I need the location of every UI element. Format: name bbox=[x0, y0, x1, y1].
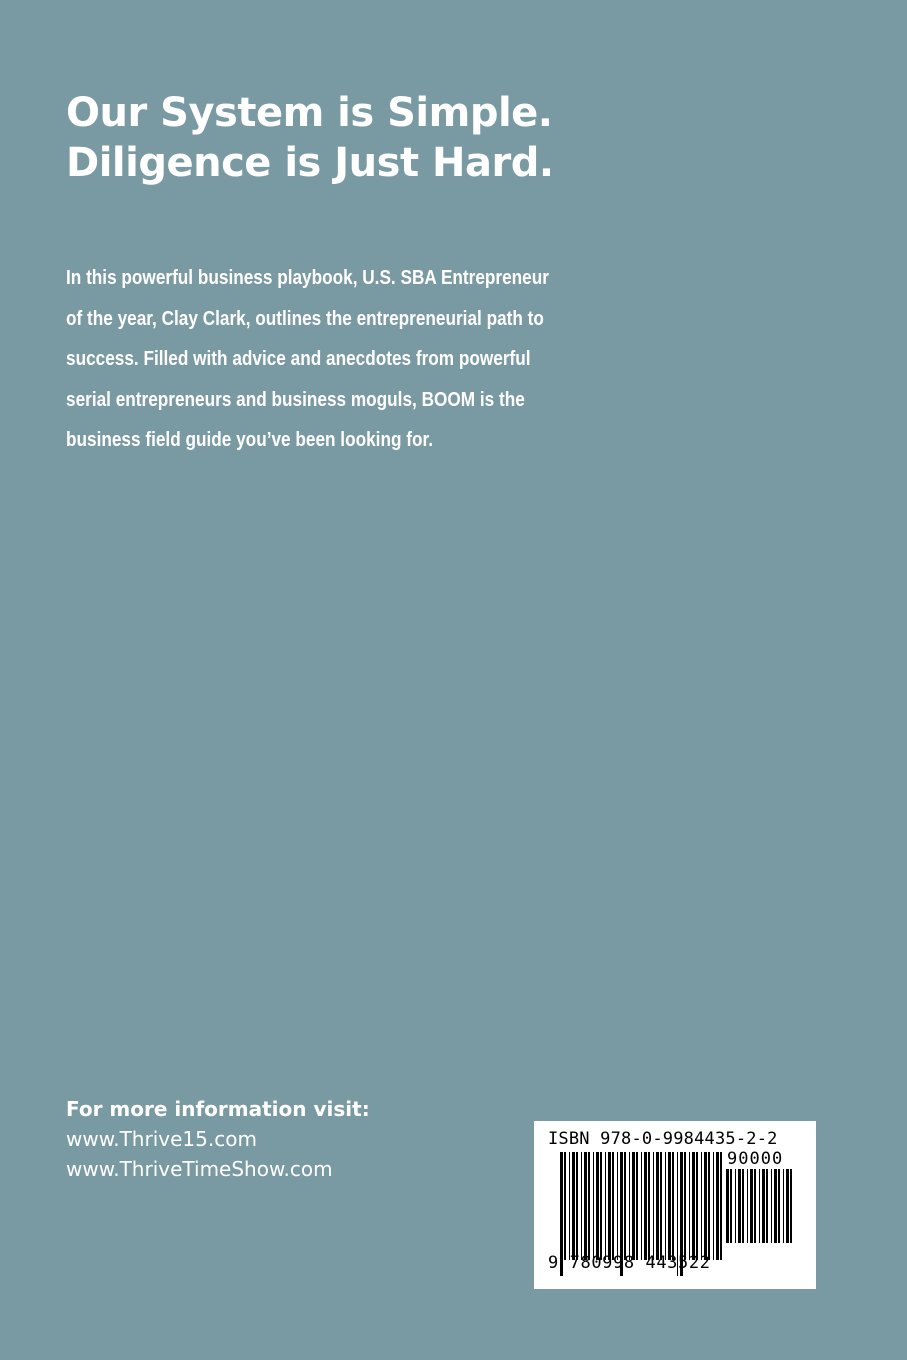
description-line: success. Filled with advice and anecdotes from powerful bbox=[66, 348, 531, 370]
barcode-bar bbox=[708, 1152, 710, 1260]
barcode-bar bbox=[704, 1152, 707, 1260]
barcode-bar bbox=[593, 1152, 594, 1260]
barcode-bar bbox=[716, 1152, 719, 1260]
barcode-bar bbox=[569, 1152, 570, 1260]
more-info-block bbox=[66, 1094, 370, 1184]
barcode-bar bbox=[786, 1169, 789, 1243]
barcode-bar bbox=[774, 1169, 777, 1243]
barcode-bar bbox=[648, 1152, 650, 1260]
more-info-label: For more information visit: bbox=[66, 1097, 370, 1121]
barcode-bar bbox=[644, 1152, 647, 1260]
barcode-bar bbox=[612, 1152, 614, 1260]
barcode-bar bbox=[778, 1169, 780, 1243]
barcode-bar bbox=[581, 1152, 582, 1260]
headline-line-2: Diligence is Just Hard. bbox=[66, 140, 554, 186]
isbn-barcode bbox=[534, 1121, 816, 1289]
description-line: business field guide you’ve been looking for. bbox=[66, 429, 434, 451]
barcode-bar bbox=[668, 1152, 671, 1260]
barcode-bar bbox=[605, 1152, 606, 1260]
addon-barcode-bars bbox=[726, 1169, 796, 1259]
barcode-bar bbox=[701, 1152, 702, 1260]
ean-digits: 9 780998 443522 bbox=[548, 1253, 711, 1273]
barcode-bar bbox=[735, 1169, 736, 1243]
barcode-bar bbox=[641, 1152, 642, 1260]
barcode-bar bbox=[665, 1152, 666, 1260]
barcode-bar bbox=[738, 1169, 741, 1243]
barcode-bar bbox=[629, 1152, 630, 1260]
barcode-bar bbox=[730, 1169, 732, 1243]
barcode-bar bbox=[747, 1169, 748, 1243]
barcode-bar bbox=[720, 1152, 722, 1260]
barcode-bar bbox=[608, 1152, 611, 1260]
barcode-bar bbox=[762, 1169, 765, 1243]
description-line: of the year, Clay Clark, outlines the entrepreneurial path to bbox=[66, 307, 544, 330]
barcode-bar bbox=[713, 1152, 714, 1260]
barcode-bar bbox=[684, 1152, 686, 1260]
barcode-bar bbox=[726, 1169, 729, 1243]
barcode-bar bbox=[636, 1152, 638, 1260]
headline bbox=[66, 88, 554, 188]
barcode-bar bbox=[588, 1152, 590, 1260]
barcode-bar bbox=[689, 1152, 690, 1260]
description-line: In this powerful business playbook, U.S. SBA Entrepreneur bbox=[66, 267, 549, 289]
thrive15-link[interactable]: www.Thrive15.com bbox=[66, 1127, 257, 1151]
barcode-bar bbox=[692, 1152, 695, 1260]
barcode-bar bbox=[759, 1169, 760, 1243]
price-addon-number: 90000 bbox=[727, 1149, 784, 1169]
barcode-bar bbox=[596, 1152, 599, 1260]
barcode-bar bbox=[564, 1152, 566, 1260]
isbn-number: ISBN 978-0-9984435-2-2 bbox=[548, 1129, 778, 1149]
barcode-bar bbox=[624, 1152, 626, 1260]
barcode-bar bbox=[790, 1169, 792, 1243]
barcode-bar bbox=[656, 1152, 659, 1260]
barcode-bar bbox=[584, 1152, 587, 1260]
barcode-bar bbox=[742, 1169, 744, 1243]
barcode-bar bbox=[660, 1152, 662, 1260]
barcode-bar bbox=[696, 1152, 698, 1260]
book-description bbox=[66, 258, 549, 461]
barcode-bar bbox=[754, 1169, 756, 1243]
barcode-bar bbox=[653, 1152, 654, 1260]
barcode-bar bbox=[672, 1152, 674, 1260]
thrivetimeshow-link[interactable]: www.ThriveTimeShow.com bbox=[66, 1157, 333, 1181]
description-line: serial entrepreneurs and business moguls, BOOM is the bbox=[66, 388, 525, 411]
headline-line-1: Our System is Simple. bbox=[66, 90, 553, 136]
barcode-bar bbox=[783, 1169, 784, 1243]
barcode-bar bbox=[632, 1152, 635, 1260]
barcode-bar bbox=[572, 1152, 575, 1260]
barcode-bar bbox=[771, 1169, 772, 1243]
barcode-bar bbox=[750, 1169, 753, 1243]
barcode-bar bbox=[617, 1152, 618, 1260]
barcode-bar bbox=[600, 1152, 602, 1260]
barcode-bar bbox=[766, 1169, 768, 1243]
barcode-bar bbox=[576, 1152, 578, 1260]
